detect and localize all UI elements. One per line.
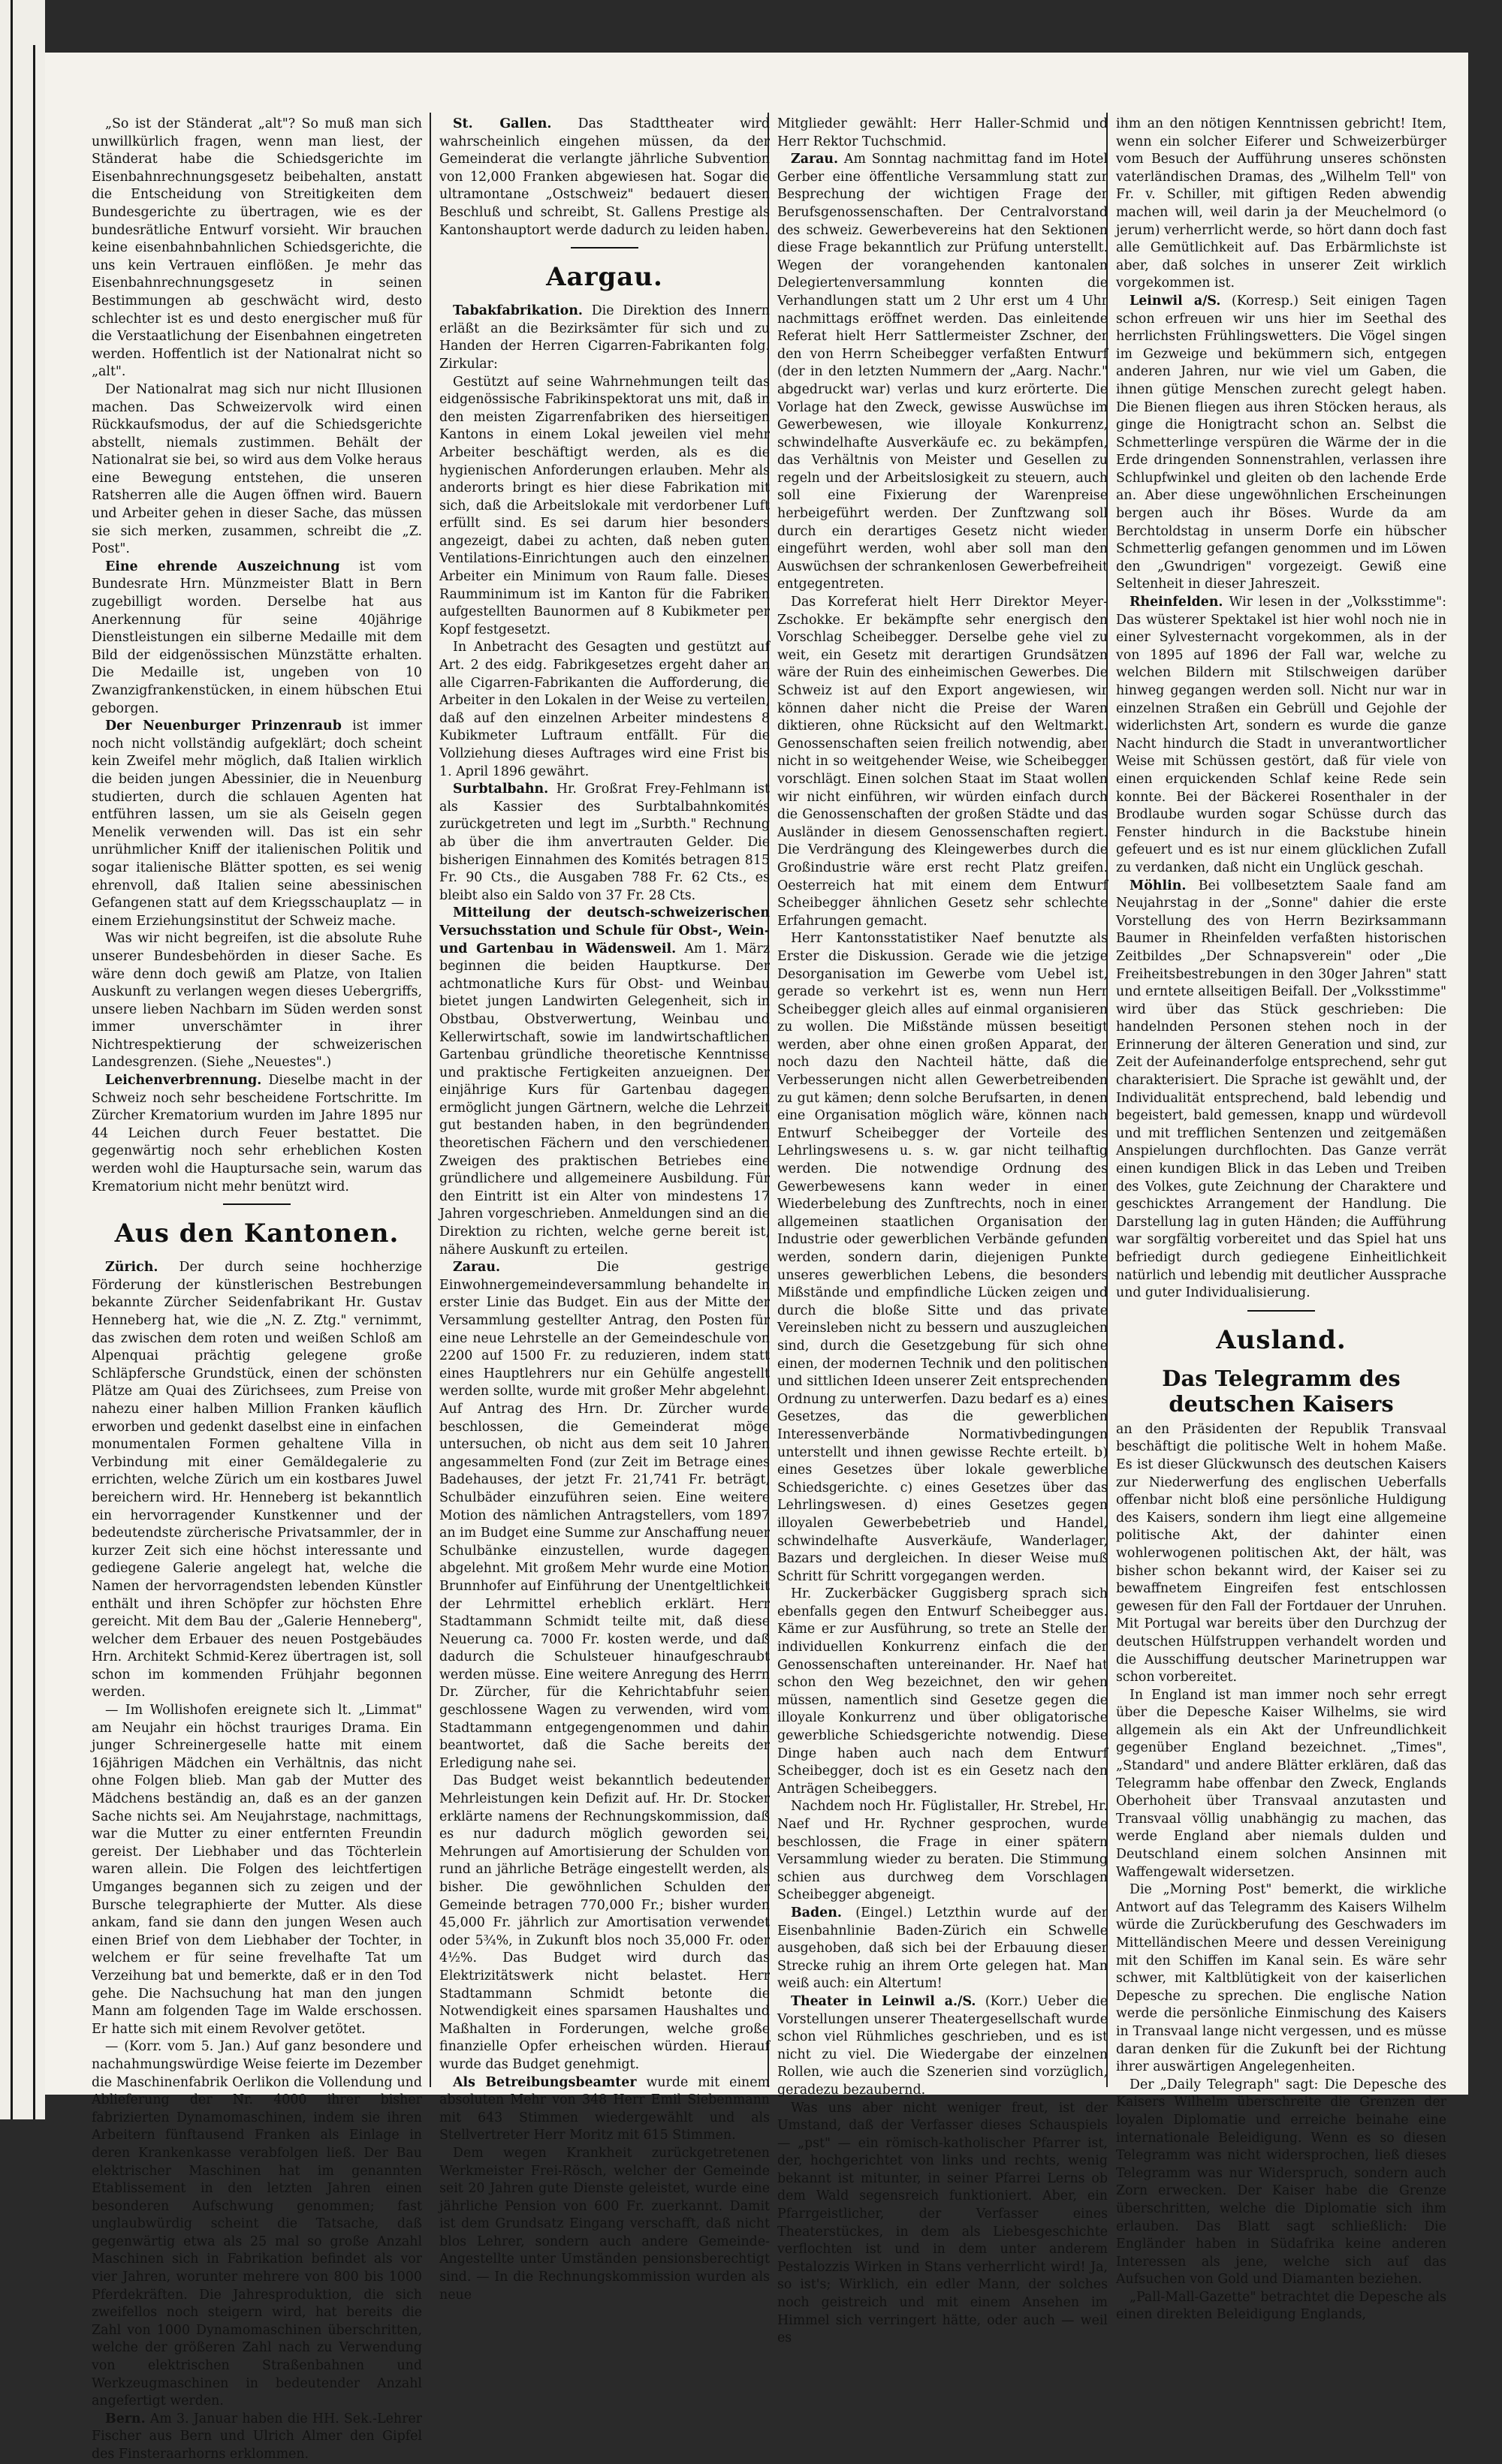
run-in-heading: Theater in Leinwil a./S. <box>791 1993 976 2009</box>
section-heading: Ausland. <box>1216 1324 1347 1355</box>
paragraph: Dem wegen Krankheit zurückgetretenen Werkmeister Frei-Rösch, welcher der Gemeinde seit 20 Jahren gute Dienste geleistet, wurde eine jährliche Pension von 600 Fr. zuerkannt. Damit ist dem Grundsatz Eingang verschafft, daß nicht blos Lehrer, sondern auch andere Gemeinde-Angestellte unter Umständen pensionsberechtigt sind. — In die Rechnungskommission wurden als neue <box>439 2145 770 2303</box>
separator <box>571 247 638 249</box>
paragraph: Eine ehrende Auszeichnung ist vom Bundesrate Hrn. Münzmeister Blatt in Bern zugebilligt worden. Derselbe hat aus Anerkennung für seine 40jährige Dienstleistungen ein silberne Medaille mit dem Bild der eidgenössischen Münzstätte erhalten. Die Medaille ist, ungeben von 10 Zwanzigfrankenstücken, in einem hübschen Etui geborgen. <box>92 559 422 716</box>
section-heading: Aus den Kantonen. <box>114 1218 400 1249</box>
paragraph: Der Neuenburger Prinzenraub ist immer noch nicht vollständig aufgeklärt; doch scheint kein Zweifel mehr möglich, daß Italien wirklich die beiden jungen Abessinier, die in Neuenburg studierten, durch die schlauen Agenten hat entführen lassen, um sie als Geiseln gegen Menelik verwenden will. Das ist ein sehr unrühmlicher Kniff der italienischen Politik und sogar italienische Blätter spotten, es sei wenig ehrenvoll, daß Italien seine abessinischen Gefangenen statt auf dem Kriegsschauplatz — in einem Erziehungsinstitut der Schweiz mache. <box>92 718 422 929</box>
run-in-heading: Rheinfelden. <box>1130 595 1223 610</box>
column-1 <box>92 116 422 2464</box>
separator <box>1247 1310 1315 1312</box>
paragraph: Zarau. Am Sonntag nachmittag fand im Hotel Gerber eine öffentliche Versammlung statt zur Besprechung der wichtigen Frage der Berufsgenossenschaften. Der Centralvorstand des schweiz. Gewerbevereins hat den Sektionen diese Frage bekanntlich zur Prüfung unterstellt. Wegen der vorangehenden kantonalen Delegiertenversammlung konnten die Verhandlungen statt um 2 Uhr erst um 4 Uhr nachmittags eröffnet werden. Das einleitende Referat hielt Herr Sattlermeister Zschner, der den von Herrn Scheibegger verfaßten Entwurf (der in den letzten Nummern der „Aarg. Nachr." abgedruckt war) verlas und kurz erörterte. Die Vorlage hat den Zweck, gewisse Auswüchse im Gewerbewesen, wie illoyale Konkurrenz, schwindelhafte Ausverkäufe ec. zu bekämpfen, das Verhältnis von Meister und Gesellen zu regeln und der Arbeitslosigkeit zu steuern, auch soll eine Fixierung der Warenpreise herbeigeführt werden. Der Zunftzwang soll durch ein derartiges Gesetz nicht wieder eingeführt werden, wohl aber soll man den Auswüchsen der schrankenlosen Gewerbefreiheit entgegentreten. <box>777 152 1108 592</box>
run-in-heading: Der Neuenburger Prinzenraub <box>105 718 342 734</box>
paragraph: Was uns aber nicht weniger freut, ist der Umstand, daß der Verfasser dieses Schauspiels — „pst" — ein römisch-katholischer Pfarrer ist, der, hochgerichtet von links und rechts, wenig bekannt ist mitunter, in seiner Pfarrei Lerns ob dem Wald segensreich funktioniert. Aber, ein Pfarrgeistlicher, der Verfasser eines Theaterstückes, in dem als Liebesgeschichte verflochten ist und in dem unter anderem Pestalozzis Wirken in Stans verherrlicht wird! Ja, so ist's; Wirklich, ein edler Mann, der solches noch geistreich und mit einem Ansehen im Himmel sich verringert hätte, oder auch — weil es <box>777 2100 1108 2346</box>
column-3 <box>777 116 1108 2348</box>
paragraph: Als Betreibungsbeamter wurde mit einem absoluten Mehr von 348 Herr Emil Siebenmann mit 643 Stimmen wiedergewählt und als Stellvertreter Herr Moritz mit 615 Stimmen. <box>439 2074 770 2143</box>
paragraph: — (Korr. vom 5. Jan.) Auf ganz besondere und nachahmungswürdige Weise feierte im Dezember die Maschinenfabrik Oerlikon die Vollendung und Ablieferung der Nr. 4000 ihrer bisher fabrizierten Dynamomaschinen, indem sie ihren Arbeitern fünftausend Franken als Einlage in deren Krankenkasse verabfolgen ließ. Der Bau elektrischer Maschinen hat im genannten Etablissement in den letzten Jahren einen besonderen Aufschwung genommen; fast unglaubwürdig scheint die Tatsache, daß gegenwärtig etwa als 25 mal so große Anzahl Maschinen sich in Fabrikation befindet als vor vier Jahren, worunter mehrere von 800 bis 1000 Pferdekräften. Die Jahresproduktion, die sich zweifellos noch steigern wird, hat bereits die Zahl von 1000 Dynamomaschinen überschritten, welche der größeren Zahl nach zu Verwendung von elektrischen Straßenbahnen und Werkzeugmaschinen in bedeutender Anzahl angefertigt werden. <box>92 2039 422 2409</box>
paragraph: In Anbetracht des Gesagten und gestützt auf Art. 2 des eidg. Fabrikgesetzes ergeht daher an alle Cigarren-Fabrikanten die Aufforderung, die Arbeiter in den Lokalen in der Weise zu verteilen, daß auf den einzelnen Arbeiter mindestens 8 Kubikmeter Luftraum entfällt. Für die Vollziehung dieses Auftrages wird eine Frist bis 1. April 1896 gewährt. <box>439 640 770 779</box>
run-in-heading: Surbtalbahn. <box>453 782 549 797</box>
paragraph: St. Gallen. Das Stadttheater wird wahrscheinlich eingehen müssen, da der Gemeinderat die verlangte jährliche Subvention von 12,000 Franken abgewiesen hat. Sogar die ultramontane „Ostschweiz" bedauert diesen Beschluß und schreibt, St. Gallens Prestige als Kantonshauptort werde dadurch zu leiden haben. <box>439 116 771 238</box>
paragraph: Rheinfelden. Wir lesen in der „Volksstimme": Das wüsterer Spektakel ist hier wohl noch nie in einer Sylvesternacht vorgekommen, als in der von 1895 auf 1896 der Fall war, welche zu welchen Bildern mit Stilschweigen darüber hinweg gegangen werden soll. Nicht nur war in einzelnen Straßen ein Gebrüll und Gejohle der widerlichsten Art, sondern es wurde die ganze Nacht hindurch die Stadt in unverantwortlicher Weise mit Schüssen gestört, daß für viele von einen erquickenden Schlaf keine Rede sein konnte. Bei der Bäckerei Rosenthaler in der Brodlaube wurden sogar Schüsse durch das Fenster hindurch in die Backstube hinein gefeuert und es ist nur einem glücklichen Zufall zu verdanken, daß nicht ein Unglück geschah. <box>1116 595 1446 875</box>
run-in-heading: Zarau. <box>453 1260 501 1276</box>
run-in-heading: Leinwil a/S. <box>1130 293 1221 309</box>
run-in-heading: Zarau. <box>791 152 839 167</box>
paragraph: Baden. (Eingel.) Letzthin wurde auf der Eisenbahnlinie Baden-Zürich ein Schwelle ausgehoben, daß sich bei der Erbauung dieser Strecke ruhig an ihrem Orte gelegen hat. Man weiß auch: ein Altertum! <box>777 1905 1108 1992</box>
run-in-heading: Bern. <box>105 2411 146 2426</box>
left-page-edge <box>0 0 45 2119</box>
run-in-heading: Mitteilung der deutsch-schweizerischen Versuchsstation und Schule für Obst-, Wein- und Gartenbau in Wädensweil. <box>439 905 770 956</box>
paragraph: Hr. Zuckerbäcker Guggisberg sprach sich ebenfalls gegen den Entwurf Scheibegger aus. Käme er zur Ausführung, so trete an Stelle der individuellen Konkurrenz einfach die der Genossenschaften untereinander. Hr. Naef hat schon den Weg bezeichnet, den wir gehen müssen, namentlich sind Gesetze gegen die illoyale Konkurrenz und über obligatorische gewerbliche Schiedsgerichte notwendig. Diese Dinge haben auch nach dem Entwurf Scheibegger, doch ist es ein Gesetz nach den Anträgen Scheibeggers. <box>777 1586 1108 1797</box>
paragraph: Leinwil a/S. (Korresp.) Seit einigen Tagen schon erfreuen wir uns hier im Seethal des herrlichsten Frühlingswetters. Die Vögel singen im Gezweige und bekümmern sich, entgegen anderen Jahren, nur wie viel um Gaben, die ihnen gütige Menschen zurecht gelegt haben. Die Bienen fliegen aus ihren Stöcken heraus, als ginge die Honigtracht schon an. Selbst die Schmetterlinge verspüren die Wärme der in die Erde dringenden Sonnenstrahlen, verlassen ihre Schlupfwinkel und gleiten ob den lachende Erde an. Aber diese ungewöhnlichen Erscheinungen bergen auch ihr Böses. Wurde da am Berchtoldstag in unserm Dorfe ein hübscher Schmetterlig gefangen genommen und im Löwen den „Gwundrigen" vorgezeigt. Gewiß eine Seltenheit in dieser Jahreszeit. <box>1116 293 1446 592</box>
paragraph: Was wir nicht begreifen, ist die absolute Ruhe unserer Bundesbehörden in dieser Sache. Es wäre denn doch gewiß am Platze, von Italien Auskunft zu verlangen wegen dieses Uebergriffs, unsere lieben Nachbarn im Süden werden sonst immer unverschämter in ihrer Nichtrespektierung der schweizerischen Landesgrenzen. (Siehe „Neuestes".) <box>92 931 422 1071</box>
paragraph: Theater in Leinwil a./S. (Korr.) Ueber die Vorstellungen unserer Theatergesellschaft wurde schon viel Rühmliches geschrieben, und es ist nicht zu viel. Die Wiedergabe der einzelnen Rollen, wie auch die Szenerien sind vorzüglich, geradezu bezaubernd. <box>777 1993 1108 2098</box>
paragraph: Zarau. Die gestrige Einwohnergemeindeversammlung behandelte in erster Linie das Budget. Ein aus der Mitte der Versammlung gestellter Antrag, den Posten für eine neue Lehrstelle an der Gemeindeschule von 2200 auf 1500 Fr. zu reduzieren, indem statt eines Hauptlehrers nur ein Gehülfe angestellt werden sollte, wurde mit großer Mehr abgelehnt. Auf Antrag des Hrn. Dr. Zürcher wurde beschlossen, die Gemeinderat möge untersuchen, ob nicht aus dem seit 10 Jahren angesammelten Fond (zur Zeit im Betrage eines Badehauses, der jetzt Fr. 21,741 Fr. beträgt, Schulbäder einzuführen seien. Eine weitere Motion des nämlichen Antragstellers, vom 1897 an im Budget eine Summe zur Anschaffung neuer Schulbänke einzustellen, wurde dagegen abgelehnt. Mit großem Mehr wurde eine Motion Brunnhofer auf Einführung der Unentgeltlichkeit der Lehrmittel erheblich erklärt. Herr Stadtammann Schmidt teilte mit, daß diese Neuerung ca. 7000 Fr. kosten werde, und daß dadurch die Schulsteuer hinaufgeschraubt werden müsse. Eine weitere Anregung des Herrn Dr. Zürcher, für die Kehrichtabfuhr seien geschlossene Wagen zu verwenden, wird vom Stadtammann entgegengenommen und dahin beantwortet, daß die Sache bereits der Erledigung nahe sei. <box>439 1260 770 1771</box>
paragraph: Mitteilung der deutsch-schweizerischen Versuchsstation und Schule für Obst-, Wein- und Gartenbau in Wädensweil. Am 1. März beginnen die beiden Hauptkurse. Der achtmonatliche Kurs für Obst- und Weinbau bietet jungen Landwirten Gelegenheit, sich in Obstbau, Obstverwertung, Weinbau und Kellerwirtschaft, sowie im landwirtschaftlichen Gartenbau gründliche theoretische Kenntnisse und praktische Fertigkeiten anzueignen. Der einjährige Kurs für Gartenbau dagegen ermöglicht jungen Gärtnern, welche die Lehrzeit gut bestanden haben, in den begründenden theoretischen Fächern und den verschiedenen Zweigen des praktischen Betriebes eine gründlichere und allgemeinere Ausbildung. Für den Eintritt ist ein Alter von mindestens 17 Jahren vorgeschrieben. Anmeldungen sind an die Direktion zu richten, welche gerne bereit ist, nähere Auskunft zu erteilen. <box>439 905 770 1258</box>
section-heading: Aargau. <box>546 262 663 293</box>
paragraph: Surbtalbahn. Hr. Großrat Frey-Fehlmann ist als Kassier des Surbtalbahnkomités zurückgetreten und legt im „Surbth." Rechnung ab über die ihm anvertrauten Gelder. Die bisherigen Einnahmen des Komités betragen 815 Fr. 90 Cts., die Ausgaben 788 Fr. 62 Cts., es bleibt also ein Saldo von 37 Fr. 28 Cts. <box>439 782 770 903</box>
paragraph: „Pall-Mall-Gazette" betrachtet die Depesche als einen direkten Beleidigung Englands, <box>1116 2289 1446 2323</box>
paragraph: In England ist man immer noch sehr erregt über die Depesche Kaiser Wilhelms, sie wird allgemein als ein Akt der Unfreundlichkeit gegenüber England bezeichnet. „Times", „Standard" und andere Blätter erklären, daß das Telegramm habe offenbar den Zweck, Englands Oberhoheit über Transvaal anzutasten und Transvaal völlig unabhängig zu machen, das werde England aber niemals dulden und Deutschland einem solchen Ansinnen mit Waffengewalt widersetzen. <box>1116 1687 1446 1880</box>
column-4 <box>1116 116 1446 2324</box>
paragraph: Das Budget weist bekanntlich bedeutender Mehrleistungen kein Defizit auf. Hr. Dr. Stocker erklärte namens der Rechnungskommission, daß es nur dadurch möglich geworden sei, Mehrungen auf Amortisierung der Schulden von rund an jährliche Beträge eingestellt werden, als bisher. Die gewöhnlichen Schulden der Gemeinde betragen 770,000 Fr.; bisher wurden 45,000 Fr. jährlich zur Amortisation verwendet oder 5¾%, in Zukunft blos noch 35,000 Fr. oder 4½%. Das Budget wird durch das Elektrizitätswerk nicht belastet. Herr Stadtammann Schmidt betonte die Notwendigkeit eines sparsamen Haushaltes und Maßhalten in Forderungen, welche große finanzielle Opfer erheischen würden. Hierauf wurde das Budget genehmigt. <box>439 1773 770 2072</box>
paragraph: Herr Kantonsstatistiker Naef benutzte als Erster die Diskussion. Gerade wie die jetzige Desorganisation im Gewerbe vom Uebel ist, gerade so verkehrt ist es, wenn nun Herr Scheibegger gleich alles auf einmal organisieren zu wollen. Die Mißstände müssen beseitigt werden, aber ohne einen großen Apparat, der noch dazu den Nachteil hätte, daß die Verbesserungen nicht allen Gewerbetreibenden zu gut kämen; denn solche Berufsarten, in denen eine Organisation möglich wäre, können nach Entwurf Scheibegger der Vorteile des Lehrlingswesens u. s. w. gar nicht teilhaftig werden. Die notwendige Ordnung des Gewerbewesens kann weder in einer Wiederbelebung des Zunftrechts, noch in einer allgemeinen staatlichen Organisation der Industrie oder gewerblichen Verbände gefunden werden, sondern darin, diejenigen Punkte unseres gewerblichen Lebens, die besonders Mißstände und empfindliche Lücken zeigen und durch die bloße Sitte und das private Vereinsleben nicht zu bessern und auszugleichen sind, durch die Gesetzgebung für sich ohne einen, der modernen Technik und den politischen und sittlichen Ideen unserer Zeit entsprechenden Ordnung zu unterwerfen. Dazu bedarf es a) eines Gesetzes, das die gewerblichen Interessenverbände Normativbedingungen unterstellt und ihnen gewisse Rechte erteilt. b) eines Gesetzes über lokale gewerbliche Schiedsgerichte. c) eines Gesetzes über das Lehrlingswesen. d) eines Gesetzes gegen illoyalen Gewerbebetrieb und Handel, schwindelhafte Ausverkäufe, Wanderlager, Bazars und dergleichen. In dieser Weise muß Schritt für Schritt vorgegangen werden. <box>777 931 1108 1584</box>
paragraph: Der Nationalrat mag sich nur nicht Illusionen machen. Das Schweizervolk wird einen Rückkaufsmodus, der auf die Schiedsgerichte abstellt, niemals zustimmen. Behält der Nationalrat sie bei, so wird aus dem Volke heraus eine Bewegung entstehen, die unseren Ratsherren alle die Augen öffnen wird. Bauern und Arbeiter gehen in dieser Sache, das müssen sie sich merken, zusammen, schreibt die „Z. Post". <box>92 381 422 557</box>
run-in-heading: Als Betreibungsbeamter <box>453 2074 637 2090</box>
paragraph: Gestützt auf seine Wahrnehmungen teilt das eidgenössische Fabrikinspektorat uns mit, daß in den meisten Zigarrenfabriken des hierseitigen Kantons in einem Lokal jeweilen viel mehr Arbeiter beschäftigt werden, als es die hygienischen Anforderungen erlauben. Mehr als anderorts bringt es hier diese Fabrikation mit sich, daß die Arbeitslokale mit verdorbener Luft erfüllt sind. Es sei darum hier besonders angezeigt, dabei zu achten, daß neben guten Ventilations-Einrichtungen auch den einzelnen Arbeiter ein Minimum von Raum falle. Dieses Raumminimum ist im Kanton für die Fabriken aufgestellten Baunormen auf 8 Kubikmeter per Kopf festgesetzt. <box>439 374 770 637</box>
paragraph: Der „Daily Telegraph" sagt: Die Depesche des Kaisers Wilhelm überschreite die Grenzen der loyalen Diplomatie und erreiche beinahe eine internationale Beleidigung. Wenn es so diesen Telegramm was nicht widersprochen, ließ dieses Telegramm was nur Widerspruch, sondern auch Zorn erwecken. Der Kaiser habe die Grenze überschritten, welche die Diplomatie sich ihm erlauben. Das Blatt sagt schließlich: Die Engländer haben in Südafrika keine anderen Interessen als jene, welche sich auf das Aufsuchen von Gold und Diamanten beziehen. <box>1116 2077 1446 2288</box>
run-in-heading: Möhlin. <box>1130 878 1187 893</box>
scan-top-border <box>0 0 1502 53</box>
newspaper-page <box>45 53 1468 2462</box>
column-2 <box>439 116 770 2304</box>
paragraph: Nachdem noch Hr. Füglistaller, Hr. Strebel, Hr. Naef und Hr. Rychner gesprochen, wurde beschlossen, die Frage in einer spätern Versammlung wieder zu beraten. Die Stimmung schien aus durchweg dem Vorschlagen Scheibegger abgeneigt. <box>777 1799 1108 1903</box>
run-in-heading: Leichenverbrennung. <box>105 1073 262 1089</box>
paragraph: Mitglieder gewählt: Herr Haller-Schmid und Herr Rektor Tuchschmid. <box>777 116 1108 149</box>
paragraph: Bern. Am 3. Januar haben die HH. Sek.-Lehrer Fischer aus Bern und Ulrich Almer den Gipfel des Finsteraarhorns erklommen. <box>92 2411 422 2462</box>
column-rule <box>430 113 431 2087</box>
run-in-heading: St. Gallen. <box>453 116 552 131</box>
paragraph: Das Korreferat hielt Herr Direktor Meyer-Zschokke. Er bekämpfte sehr energisch den Vorschlag Scheibegger. Derselbe gehe viel zu weit, ein Gesetz mit derartigen Grundsätzen wäre der Ruin des einheimischen Gewerbes. Die Schweiz ist auf den Export angewiesen, wir können daher nicht die Preise der Waren diktieren, ohne Rücksicht auf den Weltmarkt. Genossenschaften seien freilich notwendig, aber nicht in so weitgehender Weise, wie Scheibegger vorschlägt. Einen solchen Staat im Staat wollen wir nicht einführen, wir würden einfach durch die Genossenschaften der großen Städte und das Ausländer in diesem Genossenschaften regiert. Die Verdrängung des Kleingewerbes durch die Großindustrie wäre erst recht Platz greifen. Oesterreich hat mit einem dem Entwurf Scheibegger ähnlichen Gesetz sehr schlechte Erfahrungen gemacht. <box>777 595 1108 929</box>
paragraph: ihm an den nötigen Kenntnissen gebricht! Item, wenn ein solcher Eiferer und Schweizerbürger vom Besuch der Aufführung unseres schönsten vaterländischen Dramas, des „Wilhelm Tell" von Fr. v. Schiller, mit giftigen Reden abwendig machen will, weil darin ja der Meuchelmord (o jerum) verherrlicht werde, so hört dann doch fast alle Gemütlichkeit auf. Das Erbärmlichste ist aber, daß solches in unserer Zeit wirklich vorgekommen ist. <box>1116 116 1446 291</box>
paragraph: an den Präsidenten der Republik Transvaal beschäftigt die politische Welt in hohem Maße. Es ist dieser Glückwunsch des deutschen Kaisers zur Niederwerfung des englischen Ueberfalls offenbar nicht bloß eine persönliche Huldigung des Kaisers, sondern ihm liegt eine allgemeine politische Akt, der dahinter einen wohlerwogenen politischen Akt, der hält, was bisher schon bekannt wird, der Kaiser sei zu bewaffnetem Eingreifen fest entschlossen gewesen für den Fall der Fortdauer der Unruhen. Mit Portugal war bereits über den Durchzug der deutschen Hülfstruppen verhandelt worden und die Ausschiffung deutscher Marinetruppen war schon vorbereitet. <box>1116 1421 1446 1685</box>
article-headline: Das Telegramm des deutschen Kaisers <box>1162 1365 1401 1417</box>
page-edge-line-inner <box>33 45 35 2119</box>
paragraph: „So ist der Ständerat „alt"? So muß man sich unwillkürlich fragen, wenn man liest, der Ständerat habe die Schiedsgerichte im Eisenbahnrechnungsgesetz beibehalten, anstatt die Entscheidung von Streitigkeiten dem Bundesgerichte zu übertragen, wie es der bundesrätliche Entwurf vorsieht. Wir brauchen keine eisenbahnbahnlichen Schiedsgerichte, die uns kein Vertrauen einflößen. Je mehr das Eisenbahnrechnungsgesetz in seinen Bestimmungen ab geschwächt wird, desto schlechter ist es und desto energischer muß für die Verstaatlichung der Eisenbahnen eingetreten werden. Hoffentlich ist der Nationalrat nicht so „alt". <box>92 116 422 380</box>
run-in-heading: Baden. <box>791 1905 842 1920</box>
paragraph: — Im Wollishofen ereignete sich lt. „Limmat" am Neujahr ein höchst trauriges Drama. Ein junger Schreinergeselle hatte mit einem 16jährigen Mädchen ein Verhältnis, das nicht ohne Folgen blieb. Man gab der Mutter des Mädchens beständig an, daß es an der ganzen Sache nichts sei. Am Neujahrstage, nachmittags, war die Mutter zu einer entfernten Freundin gereist. Der Liebhaber und das Töchterlein waren allein. Die Folgen des leichtfertigen Umganges begannen sich zu zeigen und der Bursche telegraphierte der Mutter. Als diese ankam, fand sie dann den jungen Wesen auch einen Brief von dem Liebhaber der Tochter, in welchem er für seine frevelhafte Tat um Verzeihung bat und bemerkte, daß er in den Tod gehe. Die Nachsuchung hat man den jungen Mann am folgenden Tage im Walde erschossen. Er hatte sich mit einem Revolver getötet. <box>92 1703 422 2037</box>
separator <box>223 1203 291 1205</box>
page-edge-line <box>11 0 13 2119</box>
paragraph: Die „Morning Post" bemerkt, die wirkliche Antwort auf das Telegramm des Kaisers Wilhelm würde die Zurückberufung des Geschwaders im Mittelländischen Meere und dessen Vereinigung mit den Schiffen im Kanal sein. Es wäre sehr schwer, mit Kaltblütigkeit von der kaiserlichen Depesche zu sprechen. Die englische Nation werde die persönliche Einmischung des Kaisers in Transvaal lange nicht vergessen, und es müsse daran denken für die Zukunft bei der Richtung ihrer auswärtigen Angelegenheiten. <box>1116 1882 1446 2075</box>
paragraph: Zürich. Der durch seine hochherzige Förderung der künstlerischen Bestrebungen bekannte Zürcher Seidenfabrikant Hr. Gustav Henneberg hat, wie die „N. Z. Ztg." vernimmt, das zwischen dem roten und weißen Schloß am Alpenquai prächtig gelegene große Schläpfersche Grundstück, einen der schönsten Plätze am Quai des Zürichsees, zum Preise von nahezu einer halben Million Franken käuflich erworben und gedenkt daselbst eine in einfachen monumentalen Formen gehaltene Villa in Verbindung mit einer Gemäldegalerie zu errichten, welche Zürich um ein kostbares Juwel bereichern wird. Hr. Henneberg ist bekanntlich ein hervorragender Kunstkenner und der bedeutendste zürcherische Privatsammler, der in kurzer Zeit sich eine höchst interessante und gediegene Galerie angelegt hat, welche die Namen der hervorragendsten lebenden Künstler enthält und ihren Schöpfer zur höchsten Ehre gereicht. Mit dem Bau der „Galerie Henneberg", welcher dem Erbauer des neuen Postgebäudes Hrn. Architekt Schmid-Kerez übertragen ist, soll schon im kommenden Frühjahr begonnen werden. <box>92 1260 422 1700</box>
paragraph: Möhlin. Bei vollbesetztem Saale fand am Neujahrstag in der „Sonne" dahier die erste Vorstellung des von Herrn Bezirksammann Baumer in Rheinfelden verfaßten historischen Zeitbildes „Der Schnapsverein" oder „Die Freiheitsbestrebungen in den 30ger Jahren" statt und erntete allseitigen Beifall. Der „Volksstimme" wird über das Stück geschrieben: Die handelnden Personen stehen noch in der Erinnerung der älteren Generation und sind, zur Zeit der Aufeinanderfolge entsprechend, sehr gut charakterisiert. Die Sprache ist gewählt und, der Individualität entsprechend, bald lebendig und begeistert, bald gemessen, knapp und würdevoll und mit trefflichen Sentenzen und zeitgemäßen Anspielungen durchflochten. Das Ganze verrät einen kundigen Blick in das Leben und Treiben des Volkes, gute Zeichnung der Charaktere und geschicktes Arrangement der Handlung. Die Darstellung lag in guten Händen; die Aufführung war sorgfältig vorbereitet und das Spiel hat uns befriedigt durch gediegene Einheitlichkeit natürlich und lebendig mit deutlicher Aussprache und guter Individualisierung. <box>1116 878 1446 1301</box>
run-in-heading: Zürich. <box>105 1260 158 1276</box>
run-in-heading: Eine ehrende Auszeichnung <box>105 559 340 574</box>
paragraph: Tabakfabrikation. Die Direktion des Innern erläßt an die Bezirksämter für sich und zu Handen der Herren Cigarren-Fabrikanten folg. Zirkular: <box>439 303 770 372</box>
run-in-heading: Tabakfabrikation. <box>453 303 583 319</box>
paragraph: Leichenverbrennung. Dieselbe macht in der Schweiz noch sehr bescheidene Fortschritte. Im Zürcher Krematorium wurden im Jahre 1895 nur 44 Leichen durch Feuer bestattet. Die gegenwärtig noch sehr erheblichen Kosten werden wohl die Hauptursache sein, warum das Krematorium nicht mehr benützt wird. <box>92 1073 422 1194</box>
